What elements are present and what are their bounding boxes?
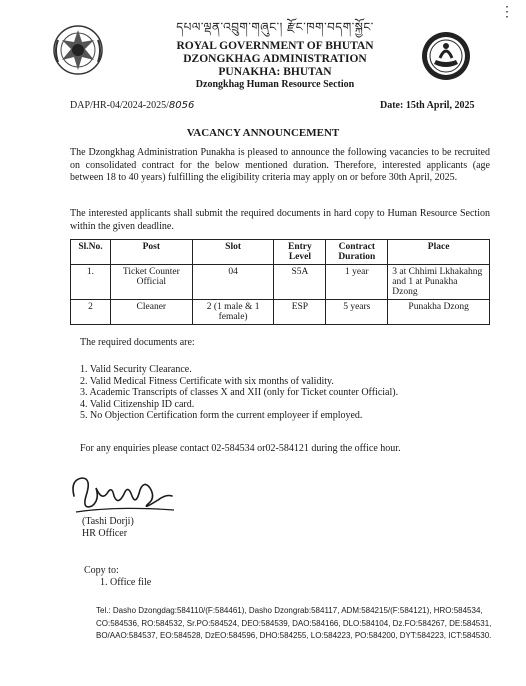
cell-entry-level: S5A xyxy=(274,265,326,300)
list-item: 3. Academic Transcripts of classes X and XII (only for Ticket counter Official). xyxy=(80,387,399,398)
col-header-slno: Sl.No. xyxy=(71,240,111,265)
col-header-entry-level: Entry Level xyxy=(274,240,326,265)
col-header-post: Post xyxy=(110,240,192,265)
cell-post: Ticket Counter Official xyxy=(110,265,192,300)
cell-slot: 04 xyxy=(192,265,274,300)
footer-line: CO:584536, RO:584532, Sr.PO:584524, DEO:584539, DAO:584166, DLO:584104, Dz.FO:584267, DE:584531, xyxy=(96,618,492,628)
org-name: ROYAL GOVERNMENT OF BHUTAN xyxy=(176,40,374,52)
section-name: Dzongkhag Human Resource Section xyxy=(195,79,355,90)
col-header-duration: Contract Duration xyxy=(326,240,388,265)
submission-paragraph: The interested applicants shall submit the required documents in hard copy to Human Resource Section within the given deadline. xyxy=(70,208,490,232)
cell-entry-level: ESP xyxy=(274,300,326,325)
more-vertical-icon[interactable]: ⋮ xyxy=(500,5,514,20)
cell-place: Punakha Dzong xyxy=(388,300,490,325)
col-header-place: Place xyxy=(388,240,490,265)
signatory-role: HR Officer xyxy=(82,528,128,539)
reference-handwritten: 8056 xyxy=(168,100,195,111)
cell-place: 3 at Chhimi Lkhakahng and 1 at Punakha Dzong xyxy=(388,265,490,300)
intro-paragraph: The Dzongkhag Administration Punakha is pleased to announce the following vacancies to be recruited on consolidated contract for the below mentioned duration. Therefore, interested applicants (age between 18 to 40 years) fulfilling the eligibility criteria may apply on or before 30th April, 2025. xyxy=(70,147,490,183)
page-title: VACANCY ANNOUNCEMENT xyxy=(186,127,340,139)
vacancy-table xyxy=(70,239,490,325)
cell-post: Cleaner xyxy=(110,300,192,325)
reference-prefix: DAP/HR-04/2024-2025/ xyxy=(70,100,169,111)
list-item: 1. Valid Security Clearance. xyxy=(80,364,192,375)
cell-slno: 2 xyxy=(71,300,111,325)
dzongkhag-seal-icon xyxy=(420,30,472,82)
copy-to-label: Copy to: xyxy=(84,565,119,576)
col-header-slot: Slot xyxy=(192,240,274,265)
required-documents-list xyxy=(80,364,398,422)
cell-duration: 5 years xyxy=(326,300,388,325)
list-item: 5. No Objection Certification form the current employeer if employed. xyxy=(80,410,363,421)
admin-name: DZONGKHAG ADMINISTRATION xyxy=(183,53,367,65)
list-item: 4. Valid Citizenship ID card. xyxy=(80,398,195,410)
cell-slno: 1. xyxy=(71,265,111,300)
cell-slot: 2 (1 male & 1 female) xyxy=(192,300,274,325)
table-header-row xyxy=(71,240,490,265)
reference-number xyxy=(70,100,194,111)
dzongkha-header: དཔལ་ལྡན་འབྲུག་གཞུང་། རྫོང་ཁག་བདག་སྐྱོང་ xyxy=(176,20,374,34)
footer-contacts xyxy=(96,605,508,643)
enquiry-text: For any enquiries please contact 02-584534 or02-584121 during the office hour. xyxy=(80,443,401,454)
footer-line: BO/AAO:584537, EO:584528, DzEO:584596, DHO:584255, LO:584223, PO:584200, DYT:584223, ICT:584530. xyxy=(96,631,492,640)
cell-duration: 1 year xyxy=(326,265,388,300)
national-emblem-icon xyxy=(52,22,104,78)
footer-line: Tel.: Dasho Dzongdag:584110/(F:584461), Dasho Dzongrab:584117, ADM:584215/(F:584121), HRO:584534, xyxy=(96,606,483,615)
table-row xyxy=(71,265,490,300)
list-item: 2. Valid Medical Fitness Certificate with six months of validity. xyxy=(80,375,334,387)
signatory-name: (Tashi Dorji) xyxy=(82,516,134,527)
table-row xyxy=(71,300,490,325)
required-documents-label: The required documents are: xyxy=(80,337,195,348)
copy-item: 1. Office file xyxy=(100,577,152,588)
letter-date: Date: 15th April, 2025 xyxy=(380,100,475,111)
place-name: PUNAKHA: BHUTAN xyxy=(218,66,332,78)
